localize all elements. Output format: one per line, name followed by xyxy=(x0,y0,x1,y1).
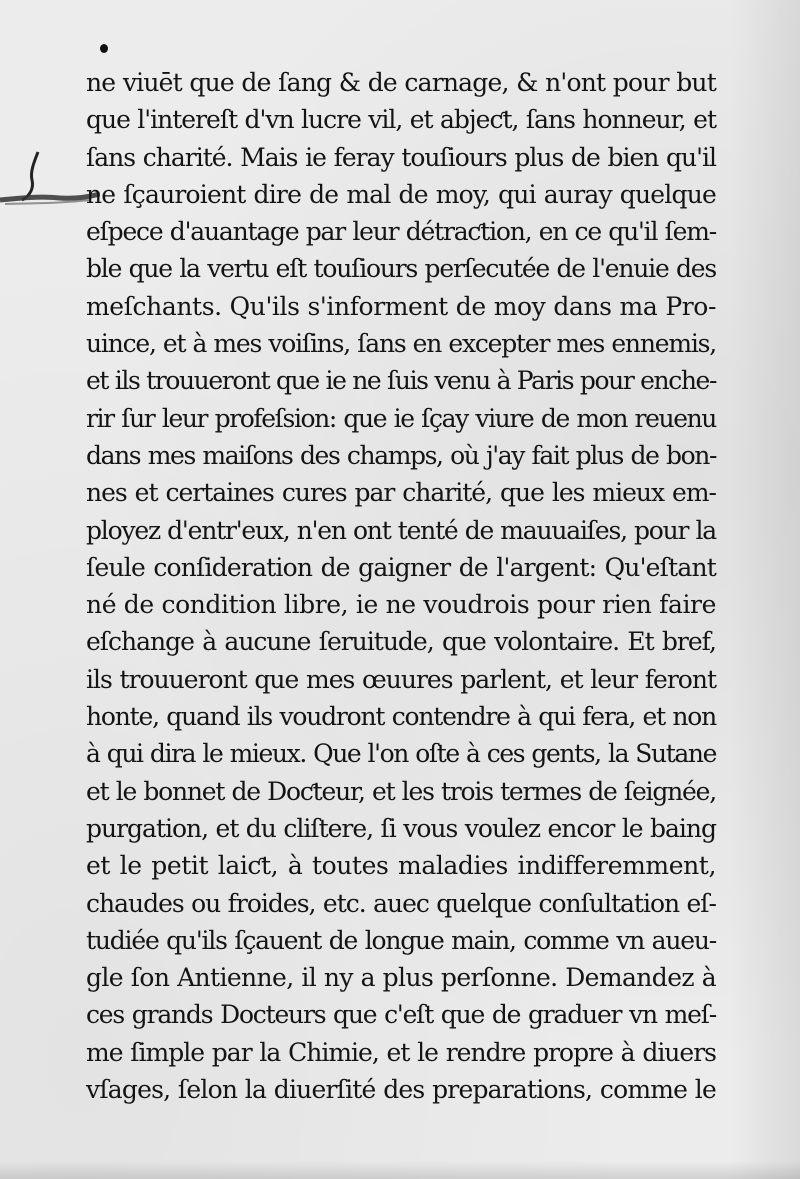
text-line: ne ſçauroient dire de mal de moy, qui auray quelque xyxy=(86,179,716,209)
text-line: et le bonnet de Doƈteur, et les trois termes de ſeignée, xyxy=(86,776,716,806)
text-line: chaudes ou froides, etc. auec quelque conſultation eſ- xyxy=(86,888,716,918)
text-line: purgation, et du cliſtere, ſi vous voulez encor le baing xyxy=(86,813,716,843)
margin-ink-mark xyxy=(0,148,100,218)
text-line: ſeule conſideration de gaigner de l'argent: Qu'eſtant xyxy=(86,552,716,582)
text-line: tudiée qu'ils ſçauent de longue main, comme vn aueu- xyxy=(86,925,716,955)
text-line: uince, et à mes voiſins, ſans en excepter mes ennemis, xyxy=(86,329,716,359)
text-line: eſpece d'auantage par leur détraƈtion, en ce qu'il ſem- xyxy=(86,217,716,247)
text-line: me ſimple par la Chimie, et le rendre propre à diuers xyxy=(86,1037,716,1067)
text-line: ſans charité. Mais ie feray touſiours plus de bien qu'il xyxy=(86,142,716,172)
text-line: meſchants. Qu'ils s'informent de moy dans ma Pro- xyxy=(86,291,716,321)
page-gutter-shadow xyxy=(730,0,800,1179)
text-line: ils trouueront que mes œuures parlent, et leur feront xyxy=(86,664,716,694)
text-line: eſchange à aucune ſeruitude, que volontaire. Et bref, xyxy=(86,627,716,657)
text-line: honte, quand ils voudront contendre à qui fera, et non xyxy=(86,702,716,732)
text-line: et ils trouueront que ie ne ſuis venu à Paris pour enche- xyxy=(86,366,716,396)
text-line: né de condition libre, ie ne voudrois pour rien faire xyxy=(86,590,716,620)
text-line: gle ſon Antienne, il ny a plus perſonne. Demandez à xyxy=(86,963,716,993)
body-text xyxy=(86,64,716,1108)
text-line: ble que la vertu eſt touſiours perſecutée de l'enuie des xyxy=(86,254,716,284)
text-line: dans mes maiſons des champs, où j'ay fait plus de bon- xyxy=(86,440,716,470)
text-line: ployez d'entr'eux, n'en ont tenté de mauuaiſes, pour la xyxy=(86,515,716,545)
page-bottom-edge xyxy=(0,1161,800,1179)
ink-dot xyxy=(100,44,108,53)
text-line: que l'intereſt d'vn lucre vil, et abjeƈt, ſans honneur, et xyxy=(86,105,716,135)
text-line: ne viuēt que de ſang & de carnage, & n'ont pour but xyxy=(86,68,716,97)
text-line: nes et certaines cures par charité, que les mieux em- xyxy=(86,478,716,508)
text-line: ces grands Docteurs que c'eſt que de graduer vn meſ- xyxy=(86,1000,716,1030)
text-line: rir ſur leur profeſsion: que ie ſçay viure de mon reuenu xyxy=(86,403,716,433)
text-line: vſages, ſelon la diuerſité des preparations, comme le xyxy=(86,1075,716,1105)
text-line: à qui dira le mieux. Que l'on oſte à ces gents, la Sutane xyxy=(86,739,716,769)
text-line: et le petit laiƈt, à toutes maladies indifferemment, xyxy=(86,851,716,881)
